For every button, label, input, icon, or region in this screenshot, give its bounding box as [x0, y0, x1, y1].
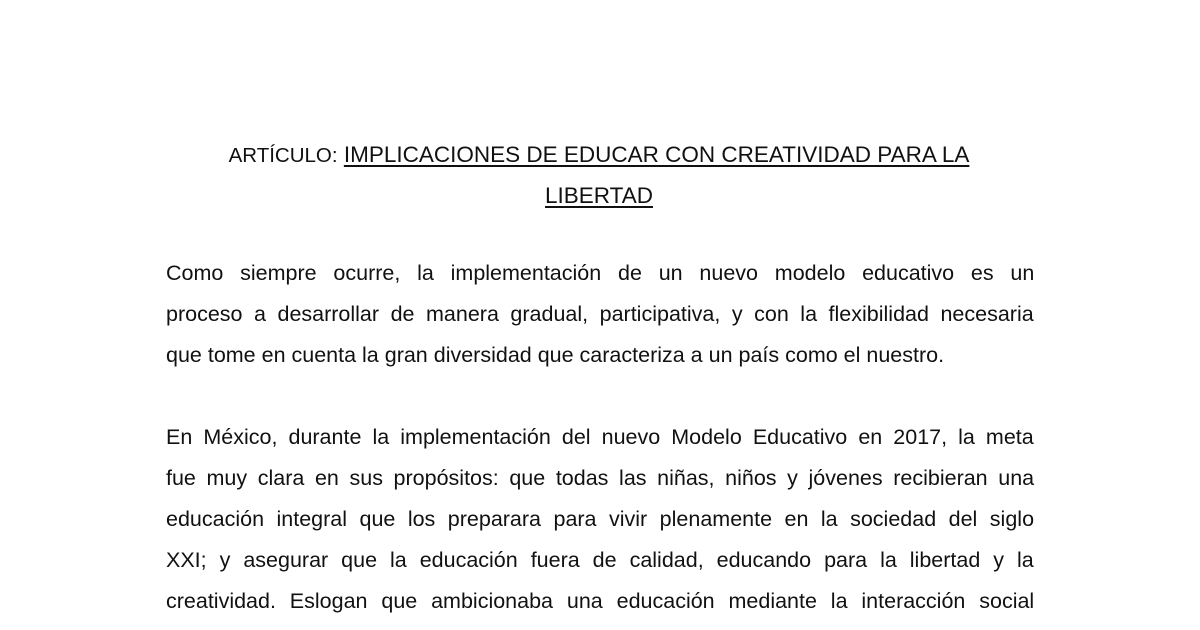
paragraph-line: que tome en cuenta la gran diversidad que caracteriza a un país como el nuestro.	[166, 343, 945, 367]
paragraph-line: educación integral que los preparara para vivir plenamente en la sociedad del siglo	[166, 507, 1035, 531]
paragraph-line: creatividad. Eslogan que ambicionaba una educación mediante la interacción social	[166, 589, 1035, 613]
article-title	[166, 135, 1032, 216]
paragraph-line: proceso a desarrollar de manera gradual, participativa, y con la flexibilidad necesaria	[166, 302, 1034, 326]
title-main-line2: LIBERTAD	[545, 183, 653, 208]
paragraph-2	[166, 417, 1034, 622]
title-prefix: ARTÍCULO:	[228, 144, 338, 167]
title-main-line1: IMPLICACIONES DE EDUCAR CON CREATIVIDAD PARA LA	[343, 142, 970, 167]
paragraph-line: En México, durante la implementación del nuevo Modelo Educativo en 2017, la meta	[166, 425, 1034, 449]
paragraph-line: Como siempre ocurre, la implementación de un nuevo modelo educativo es un	[166, 261, 1035, 285]
paragraph-line: fue muy clara en sus propósitos: que todas las niñas, niños y jóvenes recibieran una	[166, 466, 1035, 490]
paragraph-1	[166, 253, 1034, 376]
paragraph-line: XXI; y asegurar que la educación fuera de calidad, educando para la libertad y la	[166, 548, 1034, 572]
